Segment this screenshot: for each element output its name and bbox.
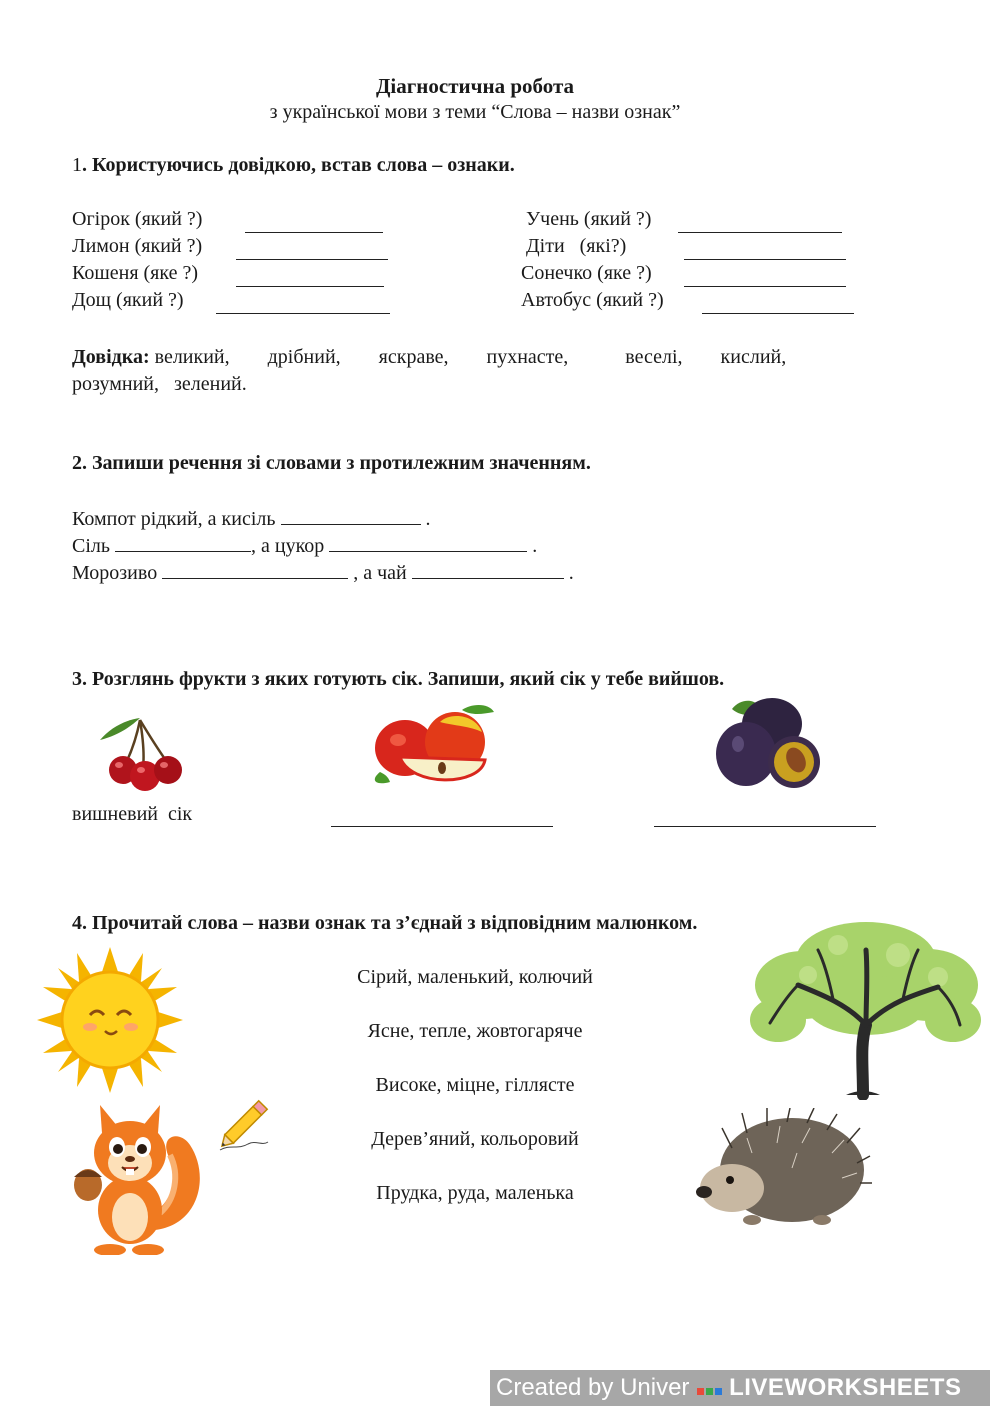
task1-right-row: Автобус (який ?) [521, 289, 664, 311]
match-word[interactable]: Сірий, маленький, колючий [357, 966, 593, 988]
page-subtitle: з української мови з теми “Слова – назви ознак” [269, 101, 681, 123]
match-word[interactable]: Ясне, тепле, жовтогаряче [367, 1020, 583, 1042]
reference-box [72, 344, 832, 398]
task1-left-row: Огірок (який ?) [72, 208, 203, 230]
reference-words: великий, дрібний, яскраве, пухнасте, веселі, кислий, [154, 346, 787, 368]
answer-blank[interactable] [216, 295, 390, 314]
task1-left-row: Дощ (який ?) [72, 289, 184, 311]
task1-right-row: Сонечко (яке ?) [521, 262, 652, 284]
plum-icon [712, 694, 824, 794]
task1-right-row: Учень (який ?) [526, 208, 652, 230]
squirrel-icon[interactable] [60, 1095, 215, 1255]
task2-sentence-1: Компот рідкий, а кисіль . [72, 508, 431, 530]
task3-example: вишневий сік [72, 803, 193, 825]
answer-blank[interactable] [684, 268, 846, 287]
answer-blank[interactable] [654, 825, 876, 827]
match-word[interactable]: Прудка, руда, маленька [376, 1182, 574, 1204]
task2-sentence-3: Морозиво , а чай . [72, 562, 574, 584]
task1-right-row: Діти (які?) [526, 235, 627, 257]
answer-blank[interactable] [281, 506, 421, 525]
answer-blank[interactable] [236, 241, 388, 260]
task1-heading: 1. Користуючись довідкою, встав слова – ознаки. [72, 154, 515, 176]
task1-left-row: Кошеня (яке ?) [72, 262, 199, 284]
page-title: Діагностична робота [375, 74, 575, 98]
cherry-icon [95, 710, 190, 795]
hedgehog-icon[interactable] [692, 1108, 872, 1233]
liveworksheets-footer[interactable] [490, 1370, 990, 1406]
liveworksheets-logo-icon [696, 1374, 723, 1401]
task1-left-row: Лимон (який ?) [72, 235, 203, 257]
task2-sentence-2: Сіль , а цукор . [72, 535, 538, 557]
answer-blank[interactable] [684, 241, 846, 260]
answer-blank[interactable] [236, 268, 384, 287]
task2-heading: 2. Запиши речення зі словами з протилежним значенням. [72, 452, 591, 474]
answer-blank[interactable] [678, 214, 842, 233]
answer-blank[interactable] [331, 825, 553, 827]
task4-heading: 4. Прочитай слова – назви ознак та з’єднай з відповідним малюнком. [72, 912, 698, 934]
answer-blank[interactable] [162, 560, 348, 579]
apple-icon [370, 702, 505, 787]
match-word[interactable]: Дерев’яний, кольоровий [371, 1128, 579, 1150]
answer-blank[interactable] [245, 214, 383, 233]
reference-words-2: розумний, зелений. [72, 373, 247, 395]
match-word[interactable]: Високе, міцне, гіллясте [375, 1074, 575, 1096]
tree-icon[interactable] [748, 915, 983, 1100]
answer-blank[interactable] [702, 295, 854, 314]
answer-blank[interactable] [412, 560, 564, 579]
reference-label: Довідка: [72, 346, 150, 368]
sun-icon[interactable] [35, 945, 185, 1095]
footer-created-text: Created by Univer [496, 1374, 690, 1401]
answer-blank[interactable] [329, 533, 527, 552]
pencil-icon[interactable] [212, 1088, 280, 1156]
answer-blank[interactable] [115, 533, 251, 552]
footer-brand: LIVEWORKSHEETS [729, 1374, 962, 1401]
task3-heading: 3. Розглянь фрукти з яких готують сік. Запиши, який сік у тебе вийшов. [72, 668, 725, 690]
